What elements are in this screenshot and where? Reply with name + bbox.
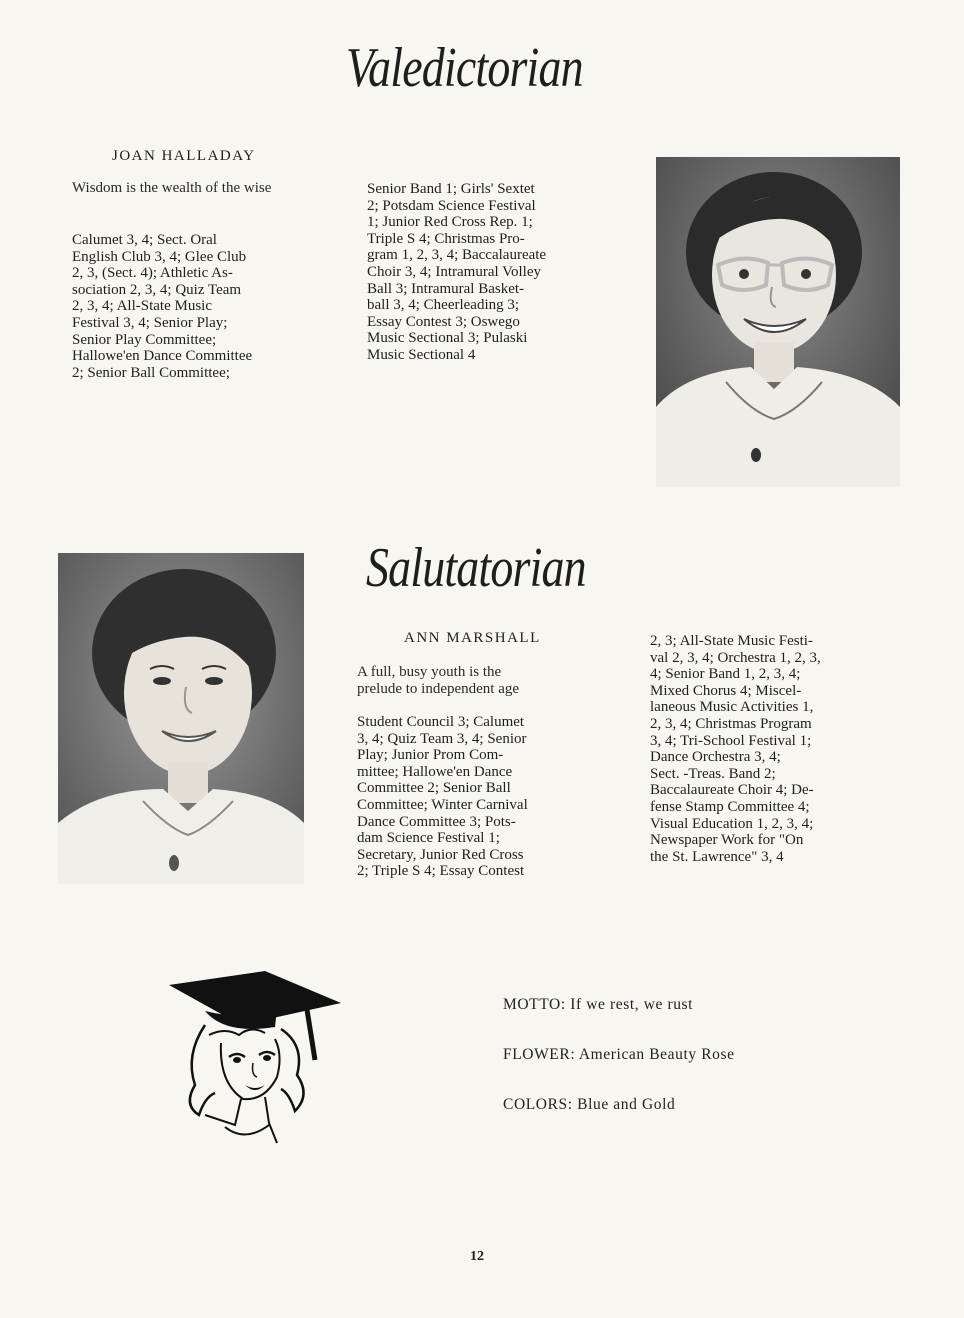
salutatorian-name: ANN MARSHALL — [404, 630, 541, 646]
valedictorian-activities-col2: Senior Band 1; Girls' Sextet 2; Potsdam Science Festival 1; Junior Red Cross Rep. 1; Triple S 4; Christmas Pro- gram 1, 2, 3, 4; Baccalaureate Choir 3, 4; Intramural Volley Ball 3; Intramural Basket- ball 3, 4; Cheerleading 3; Essay Contest 3; Oswego Music Sectional 3; Pulaski Music Sectional 4 — [367, 181, 547, 363]
flower-value: American Beauty Rose — [578, 1046, 735, 1063]
salutatorian-activities-col2: 2, 3; All-State Music Festi- val 2, 3, 4; Orchestra 1, 2, 3, 4; Senior Band 1, 2, 3, 4; Mixed Chorus 4; Miscel- laneous Music Activities 1, 2, 3, 4; Christmas Program 3, 4; Tri-School Festival 1; Dance Orchestra 3, 4; Sect. -Treas. Band 2; Baccalaureate Choir 4; De- fense Stamp Committee 4; Visual Education 1, 2, 3, 4; Newspaper Work for "On the St. Lawrence" 3, 4 — [650, 633, 821, 865]
valedictorian-heading: Valedictorian — [346, 37, 583, 99]
motto-label: MOTTO: — [503, 996, 566, 1013]
salutatorian-photo — [58, 553, 304, 884]
valedictorian-activities-col1: Calumet 3, 4; Sect. Oral English Club 3, 4; Glee Club 2, 3, (Sect. 4); Athletic As- sociation 2, 3, 4; Quiz Team 2, 3, 4; All-State Music Festival 3, 4; Senior Play; Senior Play Committee; Hallowe'en Dance Committee 2; Senior Ball Committee; — [72, 232, 253, 381]
valedictorian-name: JOAN HALLADAY — [112, 148, 256, 164]
salutatorian-activities-col1: Student Council 3; Calumet 3, 4; Quiz Team 3, 4; Senior Play; Junior Prom Com- mittee; Hallowe'en Dance Committee 2; Senior Ball Committee; Winter Carnival Dance Committee 3; Pots- dam Science Festival 1; Secretary, Junior Red Cross 2; Triple S 4; Essay Contest — [357, 714, 528, 880]
valedictorian-photo — [656, 157, 900, 487]
salutatorian-heading: Salutatorian — [366, 537, 586, 599]
flower-label: FLOWER: — [503, 1046, 576, 1063]
page-number: 12 — [470, 1249, 484, 1264]
graduate-cap-girl-drawing — [165, 965, 345, 1150]
flower-line — [503, 1046, 735, 1064]
valedictorian-portrait — [656, 157, 900, 487]
motto-value: If we rest, we rust — [570, 996, 694, 1013]
salutatorian-portrait — [58, 553, 304, 884]
salutatorian-quote: A full, busy youth is the prelude to independent age — [357, 664, 520, 697]
colors-value: Blue and Gold — [577, 1096, 676, 1113]
motto-line — [503, 996, 693, 1014]
valedictorian-quote: Wisdom is the wealth of the wise — [72, 180, 272, 196]
colors-line — [503, 1096, 675, 1114]
graduate-illustration — [165, 965, 345, 1150]
colors-label: COLORS: — [503, 1096, 573, 1113]
